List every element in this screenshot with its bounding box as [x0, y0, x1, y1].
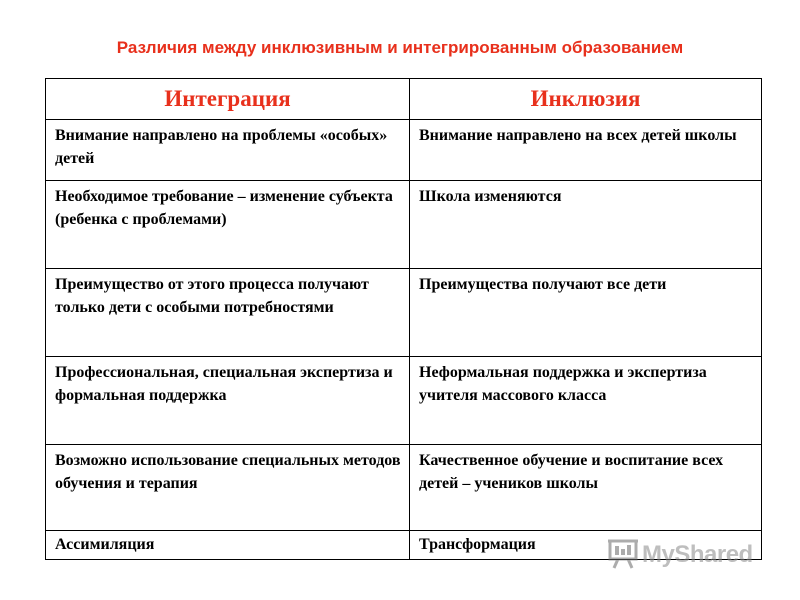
watermark-logo: [608, 538, 768, 572]
table-row: [46, 120, 762, 181]
table-row: [46, 269, 762, 357]
integration-cell: Возможно использование специальных методов обучения и терапия: [46, 445, 410, 531]
comparison-table: [45, 78, 762, 560]
table-row: [46, 357, 762, 445]
page-title: Различия между инклюзивным и интегрированным образованием: [116, 38, 684, 57]
presentation-board-icon: [608, 537, 638, 574]
inclusion-cell: Неформальная поддержка и экспертиза учителя массового класса: [410, 357, 762, 445]
integration-cell: Ассимиляция: [46, 531, 410, 560]
inclusion-cell: Трансформация: [410, 531, 762, 560]
integration-cell: Внимание направлено на проблемы «особых» детей: [46, 120, 410, 181]
integration-cell: Необходимое требование – изменение субъекта (ребенка с проблемами): [46, 181, 410, 269]
table-row: [46, 445, 762, 531]
header-inclusion: Инклюзия: [410, 79, 762, 120]
table-header-row: [46, 79, 762, 120]
inclusion-cell: Преимущества получают все дети: [410, 269, 762, 357]
integration-cell: Преимущество от этого процесса получают только дети с особыми потребностями: [46, 269, 410, 357]
integration-cell: Профессиональная, специальная экспертиза и формальная поддержка: [46, 357, 410, 445]
inclusion-cell: Внимание направлено на всех детей школы: [410, 120, 762, 181]
watermark-text: MyShared: [642, 541, 753, 568]
header-integration: Интеграция: [46, 79, 410, 120]
inclusion-cell: Качественное обучение и воспитание всех детей – учеников школы: [410, 445, 762, 531]
table-row: [46, 181, 762, 269]
inclusion-cell: Школа изменяются: [410, 181, 762, 269]
